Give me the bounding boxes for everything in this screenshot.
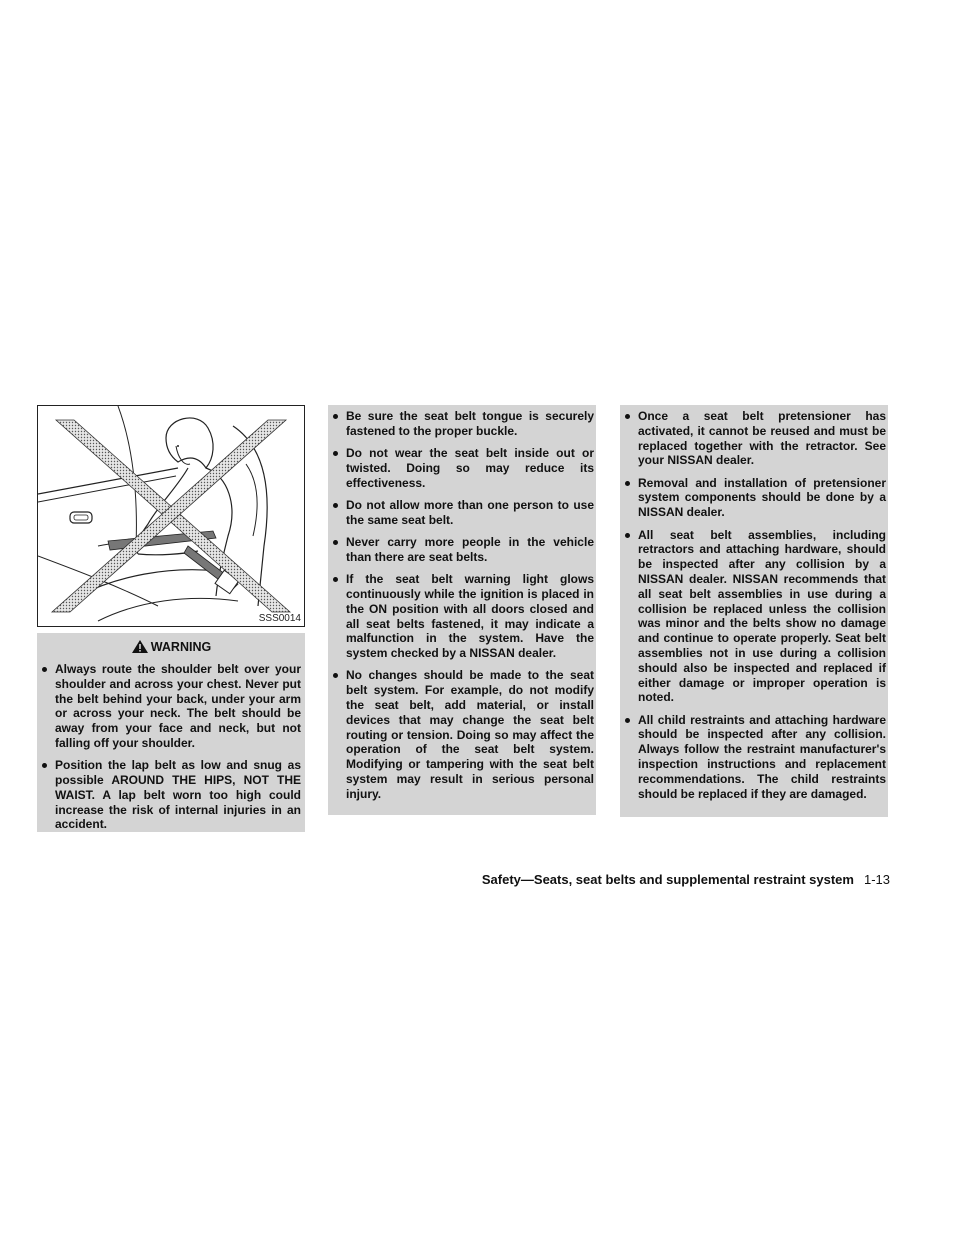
warning-heading-text: WARNING: [150, 639, 212, 654]
list-item: All seat belt assemblies, including retractors and attaching hardware, should be inspected after any collision by a NISSAN dealer. NISSAN recommends that all seat belt assemblies in use during a collision be replaced unless the collision was minor and the belts show no damage and continue to operate properly. Seat belt assemblies not in use during a collision should also be inspected and replaced if either damage or improper operation is noted.: [624, 528, 886, 706]
list-item: Never carry more people in the vehicle than there are seat belts.: [332, 535, 594, 565]
column-3-box: [620, 405, 888, 817]
bullet-icon: [42, 667, 47, 672]
list-item: Removal and installation of pretensioner system components should be done by a NISSAN dealer.: [624, 476, 886, 520]
page-number: 1-13: [863, 872, 890, 887]
bullet-icon: [333, 414, 338, 419]
warning-heading: [41, 639, 301, 654]
column-2-box: [328, 405, 596, 815]
list-item: Once a seat belt pretensioner has activated, it cannot be reused and must be replaced together with the retractor. See your NISSAN dealer.: [624, 409, 886, 468]
list-item: Be sure the seat belt tongue is securely fastened to the proper buckle.: [332, 409, 594, 439]
list-item: If the seat belt warning light glows continuously while the ignition is placed in the ON position with all doors closed and all seat belts fastened, it may indicate a malfunction in the system. Have the system checked by a NISSAN dealer.: [332, 572, 594, 661]
column-2-list: [332, 409, 594, 802]
page-footer: [300, 872, 890, 887]
warning-triangle-icon: [131, 639, 149, 654]
list-item: Do not wear the seat belt inside out or twisted. Doing so may reduce its effectiveness.: [332, 446, 594, 490]
incorrect-belt-drawing: [38, 406, 304, 626]
list-item: Do not allow more than one person to use the same seat belt.: [332, 498, 594, 528]
warning-box: [37, 633, 305, 832]
list-item: No changes should be made to the seat belt system. For example, do not modify the seat belt, add material, or install devices that may change the seat belt routing or tension. Doing so may affect the operation of the seat belt system. Modifying or tampering with the seat belt system may result in serious personal injury.: [332, 668, 594, 801]
bullet-icon: [333, 503, 338, 508]
bullet-icon: [625, 718, 630, 723]
warning-list: [41, 662, 301, 832]
bullet-icon: [333, 673, 338, 678]
bullet-icon: [333, 451, 338, 456]
bullet-icon: [625, 481, 630, 486]
bullet-icon: [333, 577, 338, 582]
list-item: All child restraints and attaching hardware should be inspected after any collision. Always follow the restraint manufacturer's inspection instructions and replacement recommendations. The child restraints should be replaced if they are damaged.: [624, 713, 886, 802]
list-item: Position the lap belt as low and snug as possible AROUND THE HIPS, NOT THE WAIST. A lap belt worn too high could increase the risk of internal injuries in an accident.: [41, 758, 301, 832]
bullet-icon: [625, 414, 630, 419]
bullet-icon: [333, 540, 338, 545]
section-title: Safety—Seats, seat belts and supplemental restraint system: [481, 872, 854, 887]
column-3-list: [624, 409, 886, 801]
bullet-icon: [625, 533, 630, 538]
figure-code: SSS0014: [258, 613, 301, 624]
seat-belt-illustration: [37, 405, 305, 627]
list-item: Always route the shoulder belt over your shoulder and across your chest. Never put the belt behind your back, under your arm or across your neck. The belt should be away from your face and neck, but not falling off your shoulder.: [41, 662, 301, 751]
bullet-icon: [42, 763, 47, 768]
